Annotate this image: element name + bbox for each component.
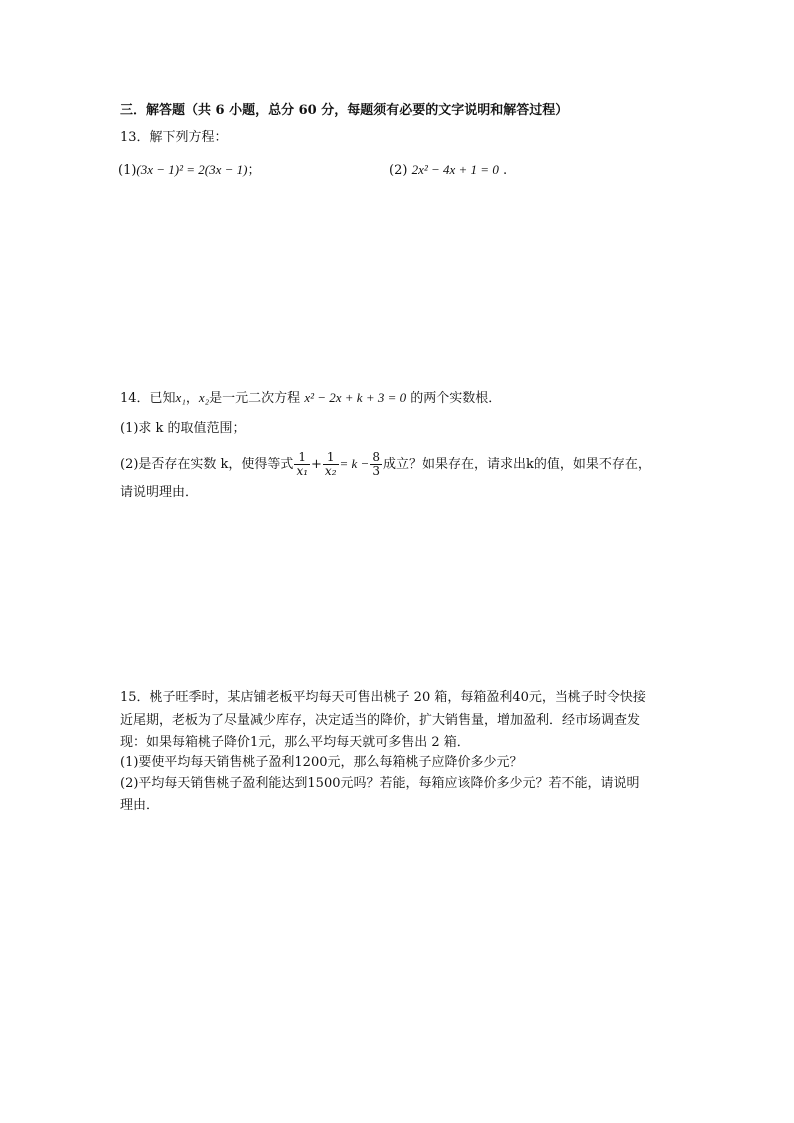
question-13-stem: 13．解下列方程： — [120, 130, 228, 145]
q13-p2-label: (2) — [389, 163, 408, 178]
question-14-part-2-cont: 请说明理由． — [120, 485, 199, 500]
fraction-1-over-x1 — [294, 451, 310, 478]
frac3-numerator: 8 — [372, 450, 380, 464]
question-14-part-1: (1)求 k 的取值范围； — [120, 421, 246, 436]
q14-p2-b: 成立？如果存在，请求出k的值，如果不存在， — [382, 457, 651, 472]
question-15-line-3: 现：如果每箱桃子降价1元，那么平均每天就可多售出 2 箱． — [120, 735, 470, 750]
q14-x1: x₁ — [175, 390, 186, 405]
q13-p1-equation: (3x − 1)² = 2(3x − 1) — [136, 162, 248, 177]
q14-p2-a: (2)是否存在实数 k，使得等式 — [120, 457, 294, 472]
fraction-1-over-x2 — [323, 451, 339, 478]
question-15-line-1: 15．桃子旺季时，某店铺老板平均每天可售出桃子 20 箱，每箱盈利40元，当桃子时令快接 — [120, 690, 646, 705]
frac3-denominator: 3 — [372, 464, 380, 478]
frac1-denominator: x₁ — [296, 464, 309, 478]
q13-p2-end: . — [502, 163, 508, 178]
q14-x2: x₂ — [198, 390, 210, 405]
frac2-numerator: 1 — [323, 451, 339, 465]
q13-p2-equation: 2x² − 4x + 1 = 0 — [411, 162, 499, 177]
q14-equation: x² − 2x + k + 3 = 0 — [304, 390, 407, 405]
q13-p1-label: (1) — [118, 163, 137, 178]
frac2-denominator: x₂ — [324, 464, 337, 478]
question-13-part-2 — [389, 160, 507, 181]
question-14-stem — [120, 388, 501, 409]
q14-stem-c: 的两个实数根． — [410, 391, 502, 406]
q14-sep: ， — [185, 391, 199, 406]
question-15-part-2: (2)平均每天销售桃子盈利能达到1500元吗？若能，每箱应该降价多少元？若不能，请说明 — [120, 776, 640, 791]
question-15-part-1: (1)要使平均每天销售桃子盈利1200元，那么每箱桃子应降价多少元？ — [120, 755, 523, 770]
section-title: 三．解答题（共 6 小题，总分 60 分，每题须有必要的文字说明和解答过程） — [120, 103, 569, 118]
q13-p1-end: ； — [247, 163, 261, 178]
question-15-line-2: 近尾期，老板为了尽量减少库存，决定适当的降价，扩大销售量，增加盈利．经市场调查发 — [120, 713, 641, 728]
q14-eq-mid: = k − — [339, 456, 370, 471]
question-14-part-2 — [120, 448, 651, 481]
q14-stem-a: 14．已知 — [120, 391, 176, 406]
question-15-part-2-cont: 理由． — [120, 798, 160, 813]
question-13-part-1 — [118, 160, 261, 181]
frac1-numerator: 1 — [294, 451, 310, 465]
fraction-8-over-3 — [370, 451, 382, 478]
q14-stem-b: 是一元二次方程 — [209, 391, 301, 406]
q14-plus: + — [311, 457, 322, 472]
